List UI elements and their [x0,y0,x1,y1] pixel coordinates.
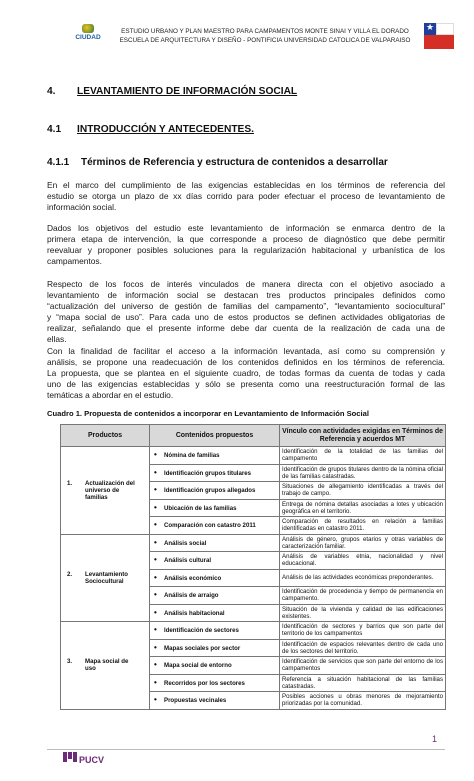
link-cell: Identificación de la totalidad de las familias del campamento [280,447,446,465]
header-line-2: ESCUELA DE ARQUITECTURA Y DISEÑO - PONTIFICIA UNIVERSIDAD CATOLICA DE VALPARAISO [119,37,411,44]
section-4-heading: 4. LEVANTAMIENTO DE INFORMACIÓN SOCIAL [47,86,298,97]
content-label: Análisis de arraigo [164,592,219,600]
table-header-row [61,425,446,447]
content-label: Comparación con catastro 2011 [164,522,256,530]
product-number: 2. [67,570,73,578]
bullet-icon: • [154,450,157,460]
content-label: Ubicación de las familias [164,504,237,512]
paragraph-4: Con la finalidad de facilitar el acceso a la información levantada, así como su comprensión y análisis, se propone una readecuación de los contenidos definidos en los términos de referencia. La propuesta, que se plantea en el siguiente cuadro, de todas formas da cuenta de todas y cada uno de las exigencias establecidas y sólo se presenta como una reestructuración formal de las temáticas a abordar en el estudio. [47,346,445,400]
bullet-icon: • [154,572,157,582]
bullet-icon: • [154,695,157,705]
content-cell [150,622,280,640]
content-cell [150,692,280,710]
link-cell: Análisis de género, grupos etarios y otras variables de caracterización familiar. [280,534,446,552]
content-label: Nómina de familias [164,452,220,460]
link-cell: Identificación de espacios relevantes dentro de cada uno de los sectores del territorio. [280,639,446,657]
product-label: Actualización del universo de familias [85,479,135,501]
link-cell: Identificación de procedencia y tiempo de permanencia en campamento. [280,587,446,605]
content-cell [150,499,280,517]
bullet-icon: • [154,607,157,617]
bullet-icon: • [154,537,157,547]
content-cell [150,517,280,535]
header-link: Vínculo con actividades exigidas en Términos de Referencia y acuerdos MT [280,425,446,447]
content-cell [150,657,280,675]
product-label: Mapa social de uso [85,658,129,673]
product-cell [61,447,150,535]
product-number: 1. [67,479,73,487]
content-label: Análisis económico [164,574,222,582]
link-cell: Referencia a situación habitacional de las familias catastradas. [280,674,446,692]
content-label: Identificación de sectores [164,627,239,635]
content-cell [150,534,280,552]
content-label: Propuestas vecinales [164,697,227,705]
paragraph-1: En el marco del cumplimiento de las exigencias establecidas en los términos de referencia del estudio se otorga un plazo de xx días corrido para poder efectuar el proceso de levantamiento de información social. [47,180,445,212]
header-line-1: ESTUDIO URBANO Y PLAN MAESTRO PARA CAMPAMENTOS MONTE SINAI Y VILLA EL DORADO [121,28,409,35]
content-cell [150,569,280,587]
link-cell: Identificación de grupos titulares dentro de la nómina oficial de las familias catastradas. [280,464,446,482]
table-row [61,622,446,640]
bullet-icon: • [154,485,157,495]
bullet-icon: • [154,555,157,565]
link-cell: Identificación de servicios que son parte del entorno de los campamentos [280,657,446,675]
link-cell: Situación de la vivienda y calidad de las edificaciones existentes. [280,604,446,622]
link-cell: Identificación de sectores y barrios que son parte del territorio de los campamentos [280,622,446,640]
header-contents: Contenidos propuestos [150,425,280,447]
footer-divider [47,749,445,750]
content-table [60,424,446,710]
link-cell: Análisis de las actividades económicas preponderantes. [280,569,446,587]
content-label: Análisis social [164,539,207,547]
content-label: Identificación grupos allegados [164,487,256,495]
footer-brand: PUCV [79,755,105,765]
bullet-icon: • [154,590,157,600]
bullet-icon: • [154,677,157,687]
table-row [61,534,446,552]
content-label: Mapas sociales por sector [164,644,241,652]
pucv-logo-icon [63,752,77,762]
paragraph-3: Respecto de los focos de interés vinculados de manera directa con el objetivo asociado a levantamiento de información social se destacan tres productos principales definidos como “actualización del universo de gestión de familias del campamento”, “levantamiento sociocultural” y “mapa social de uso”. Para cada uno de estos productos se definen actividades obligatorias de realizar, señalando que el presente informe debe dar cuenta de la realización de cada una de ellas. [47,279,445,344]
section-4-1-heading: 4.1 INTRODUCCIÓN Y ANTECEDENTES. [47,124,254,135]
content-cell [150,587,280,605]
content-cell [150,482,280,500]
section-4-1-1-heading: 4.1.1 Términos de Referencia y estructura de contenidos a desarrollar [47,157,388,168]
header-products: Productos [61,425,150,447]
content-cell [150,552,280,570]
content-cell [150,464,280,482]
product-cell [61,622,150,710]
link-cell: Comparación de resultados en relación a familias identificadas en catastro 2011. [280,517,446,535]
product-label: Levantamiento Sociocultural [85,570,129,585]
bullet-icon: • [154,520,157,530]
page-header [0,0,474,56]
bullet-icon: • [154,467,157,477]
ciudad-logo-icon: CIUDAD [67,24,109,48]
link-cell: Posibles acciones u obras menores de mejoramiento priorizadas por la comunidad. [280,692,446,710]
table-row [61,447,446,465]
content-cell [150,674,280,692]
content-label: Análisis habitacional [164,609,225,617]
content-cell [150,447,280,465]
table-caption: Cuadro 1. Propuesta de contenidos a incorporar en Levantamiento de Información Social [47,409,369,418]
paragraph-2: Dados los objetivos del estudio este levantamiento de información se enmarca dentro de la primera etapa de intervención, la que corresponde a proceso de diagnóstico que debe permitir reevaluar y proponer posibles soluciones para la regularización habitacional y urbanística de los campamentos. [47,223,445,266]
bullet-icon: • [154,502,157,512]
link-cell: Situaciones de allegamiento identificadas a través del trabajo de campo. [280,482,446,500]
product-cell [61,534,150,622]
bullet-icon: • [154,642,157,652]
content-label: Identificación grupos titulares [164,469,252,477]
chile-flag-icon: ★ [424,23,454,53]
content-cell [150,604,280,622]
product-number: 3. [67,658,73,666]
content-cell [150,639,280,657]
bullet-icon: • [154,660,157,670]
content-label: Mapa social de entorno [164,662,232,670]
content-label: Análisis cultural [164,557,212,565]
bullet-icon: • [154,625,157,635]
content-label: Recorridos por los sectores [164,679,245,687]
link-cell: Análisis de variables etnia, nacionalidad y nivel educacional. [280,552,446,570]
link-cell: Entrega de nómina detallas asociadas a lotes y ubicación geográfica en el territorio. [280,499,446,517]
page-number: 1 [432,734,438,744]
